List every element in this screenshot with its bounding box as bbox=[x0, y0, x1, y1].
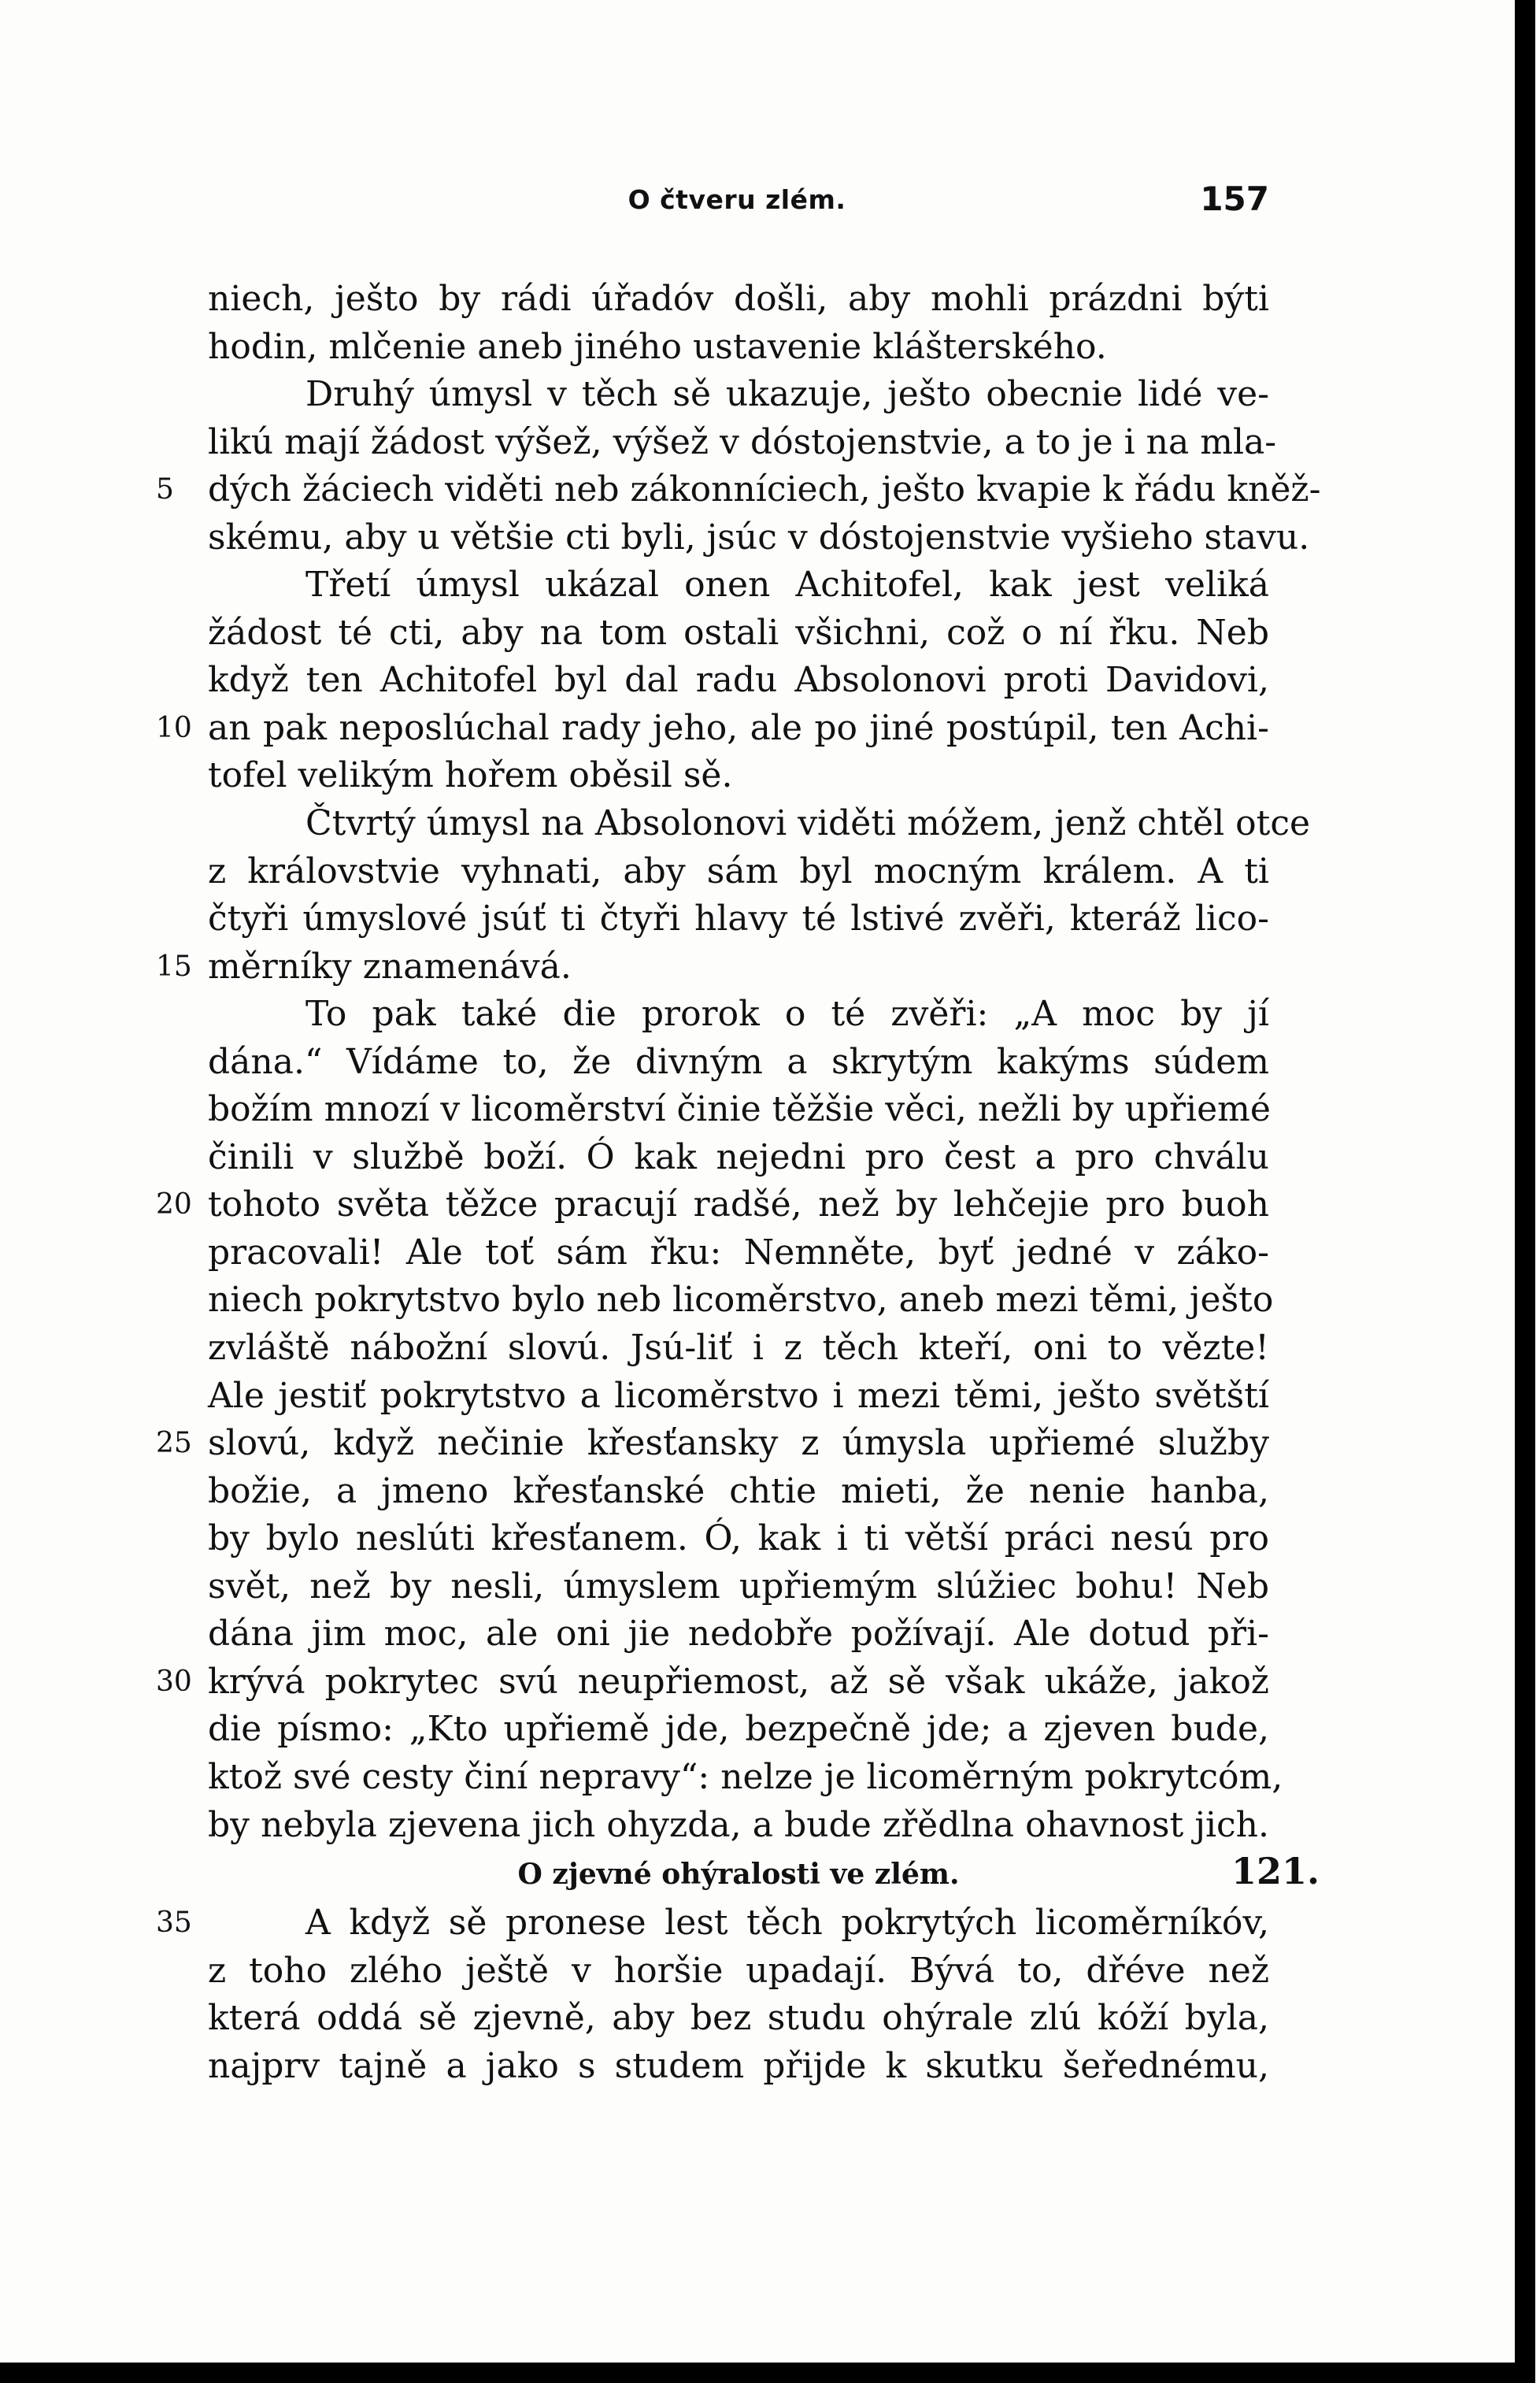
line-text: an pak neposlúchal rady jeho, ale po jiné postúpil, ten Achi- bbox=[208, 707, 1269, 748]
line-text: Ale jestiť pokrytstvo a licoměrstvo i mezi těmi, ješto světští bbox=[208, 1375, 1269, 1416]
line-text: najprv tajně a jako s studem přijde k skutku šeřednému, bbox=[208, 2045, 1269, 2086]
line-text: žádost té cti, aby na tom ostali všichni, což o ní řku. Neb bbox=[208, 612, 1269, 653]
line-text: tofel velikým hořem oběsil sě. bbox=[208, 755, 733, 796]
text-line bbox=[208, 1706, 1269, 1754]
line-number: 10 bbox=[156, 711, 192, 744]
line-text: z královstvie vyhnati, aby sám byl mocným králem. A ti bbox=[208, 851, 1269, 891]
text-line bbox=[208, 324, 1269, 372]
line-text: Čtvrtý úmysl na Absolonovi viděti móžem, jenž chtěl otce bbox=[305, 803, 1310, 844]
line-text: krývá pokrytec svú neupřiemost, až sě však ukáže, jakož bbox=[208, 1661, 1269, 1702]
text-line bbox=[208, 1325, 1269, 1373]
text-line bbox=[208, 1277, 1274, 1325]
text-line bbox=[208, 276, 1269, 324]
text-line bbox=[156, 943, 1269, 991]
text-line bbox=[208, 514, 1310, 562]
text-line bbox=[156, 466, 1321, 514]
text-line bbox=[208, 1515, 1269, 1563]
text-line bbox=[208, 1754, 1283, 1802]
line-text: niech pokrytstvo bylo neb licoměrstvo, aneb mezi těmi, ješto bbox=[208, 1280, 1274, 1321]
line-text: z toho zlého ještě v horšie upadají. Bývá to, dřéve než bbox=[208, 1950, 1269, 1991]
line-text: Třetí úmysl ukázal onen Achitofel, kak jest veliká bbox=[305, 565, 1269, 606]
section-heading bbox=[208, 1849, 1320, 1899]
text-line bbox=[208, 561, 1269, 610]
page-header bbox=[205, 180, 1269, 230]
line-text: slovú, když nečinie křesťansky z úmysla upřiemé služby bbox=[208, 1423, 1269, 1464]
running-title: O čtveru zlém. bbox=[627, 184, 846, 215]
text-line bbox=[156, 1420, 1269, 1468]
line-text: die písmo: „Kto upřiemě jde, bezpečně jde; a zjeven bude, bbox=[208, 1709, 1269, 1750]
line-text: která oddá sě zjevně, aby bez studu ohýrale zlú kóží byla, bbox=[208, 1998, 1269, 2039]
page-body bbox=[156, 276, 1321, 2090]
line-text: činili v službě boží. Ó kak nejedni pro čest a pro chválu bbox=[208, 1136, 1269, 1177]
text-line bbox=[156, 1899, 1269, 1948]
text-line bbox=[208, 1802, 1269, 1850]
line-number: 5 bbox=[156, 473, 174, 506]
text-line bbox=[208, 1563, 1269, 1611]
line-text: hodin, mlčenie aneb jiného ustavenie klášterského. bbox=[208, 326, 1107, 367]
line-text: Druhý úmysl v těch sě ukazuje, ješto obecnie lidé ve- bbox=[305, 374, 1269, 415]
line-number: 15 bbox=[156, 950, 192, 983]
line-text: likú mají žádost výšež, výšež v dóstojenstvie, a to je i na mla- bbox=[208, 421, 1277, 462]
text-line bbox=[208, 1948, 1269, 1996]
line-text: měrníky znamenává. bbox=[208, 946, 572, 987]
paragraph-block-b bbox=[156, 1899, 1269, 2090]
line-text: A když sě pronese lest těch pokrytých licoměrníkóv, bbox=[305, 1903, 1269, 1944]
text-line bbox=[208, 1134, 1269, 1182]
text-line bbox=[156, 705, 1269, 753]
line-text: To pak také die prorok o té zvěři: „A moc by jí bbox=[305, 994, 1269, 1035]
section-number: 121. bbox=[1231, 1850, 1320, 1893]
text-line bbox=[208, 895, 1269, 943]
line-text: čtyři úmyslové jsúť ti čtyři hlavy té lstivé zvěři, kteráž lico- bbox=[208, 899, 1269, 939]
text-line bbox=[208, 1086, 1269, 1134]
text-line bbox=[208, 1373, 1269, 1421]
line-text: dána jim moc, ale oni jie nedobře požívají. Ale dotud při- bbox=[208, 1614, 1269, 1655]
text-line bbox=[208, 752, 1269, 800]
text-line bbox=[208, 610, 1269, 658]
paragraph-block-a bbox=[156, 276, 1321, 1849]
line-text: svět, než by nesli, úmyslem upřiemým slúžiec bohu! Neb bbox=[208, 1566, 1269, 1607]
line-text: božie, a jmeno křesťanské chtie mieti, že nenie hanba, bbox=[208, 1470, 1269, 1511]
text-line bbox=[208, 991, 1269, 1039]
section-title: O zjevné ohýralosti ve zlém. bbox=[517, 1858, 960, 1892]
text-line bbox=[208, 371, 1269, 419]
text-line bbox=[156, 1181, 1269, 1229]
line-number: 20 bbox=[156, 1188, 192, 1221]
text-line bbox=[208, 1995, 1269, 2043]
line-text: tohoto světa těžce pracují radšé, než by lehčejie pro buoh bbox=[208, 1184, 1269, 1225]
line-text: božím mnozí v licoměrství činie těžšie věci, nežli by upřiemé bbox=[208, 1089, 1271, 1130]
text-line bbox=[208, 1039, 1269, 1087]
line-text: by nebyla zjevena jich ohyzda, a bude zřědlna ohavnost jich. bbox=[208, 1804, 1269, 1845]
line-text: skému, aby u většie cti byli, jsúc v dóstojenstvie vyšieho stavu. bbox=[208, 517, 1310, 558]
text-line bbox=[208, 1610, 1269, 1658]
text-line bbox=[208, 800, 1310, 848]
line-text: dých žáciech viděti neb zákonníciech, ješto kvapie k řádu kněž- bbox=[208, 469, 1321, 510]
line-text: dána.“ Vídáme to, že divným a skrytým kakýms súdem bbox=[208, 1041, 1269, 1082]
text-line bbox=[156, 1658, 1269, 1707]
text-line bbox=[208, 419, 1277, 467]
line-number: 30 bbox=[156, 1665, 192, 1698]
text-line bbox=[208, 657, 1269, 705]
text-line bbox=[208, 1468, 1269, 1516]
line-number: 25 bbox=[156, 1427, 192, 1460]
line-text: zvláště nábožní slovú. Jsú-liť i z těch kteří, oni to vězte! bbox=[208, 1328, 1269, 1369]
text-line bbox=[208, 2043, 1269, 2091]
line-text: by bylo neslúti křesťanem. Ó, kak i ti větší práci nesú pro bbox=[208, 1518, 1269, 1559]
line-number: 35 bbox=[156, 1907, 192, 1940]
page-number: 157 bbox=[1200, 180, 1269, 218]
line-text: niech, ješto by rádi úřadóv došli, aby mohli prázdni býti bbox=[208, 279, 1269, 319]
line-text: pracovali! Ale toť sám řku: Nemněte, byť jedné v záko- bbox=[208, 1232, 1269, 1273]
line-text: ktož své cesty činí nepravy“: nelze je licoměrným pokrytcóm, bbox=[208, 1756, 1283, 1797]
text-line bbox=[208, 848, 1269, 896]
text-line bbox=[208, 1229, 1269, 1277]
line-text: když ten Achitofel byl dal radu Absolonovi proti Davidovi, bbox=[208, 660, 1269, 701]
